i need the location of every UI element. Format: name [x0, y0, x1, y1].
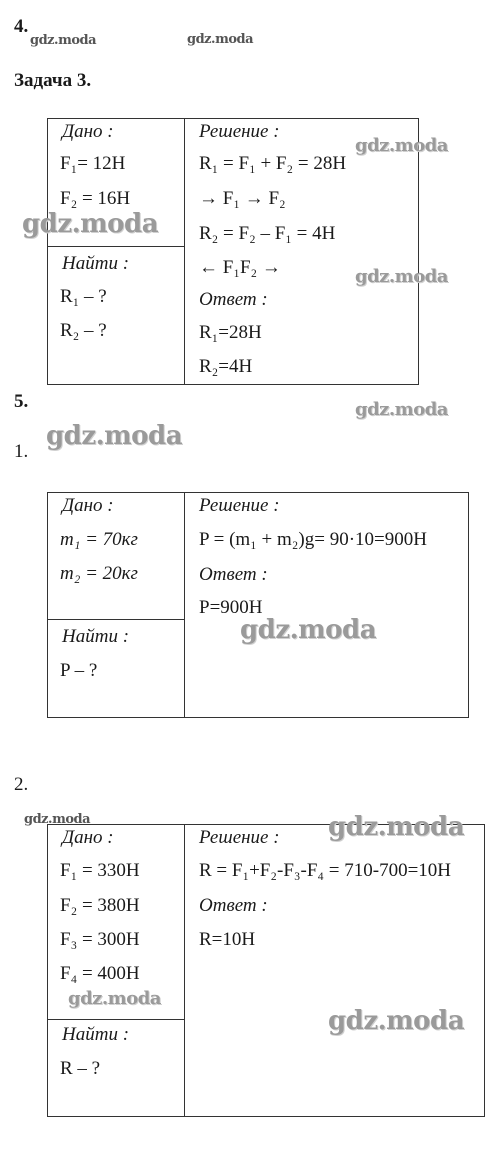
column-divider [184, 825, 185, 1116]
watermark: gdz.moda [187, 32, 254, 47]
given-value: F₁= 12Н [60, 153, 126, 174]
solution-line: R = F₁+F₂-F₃-F₄ = 710-700=10Н [199, 860, 452, 881]
subtask-1-number: 1. [14, 441, 29, 462]
subtask-2-number: 2. [14, 774, 29, 795]
solution-line: ← F₁F₂ → [199, 257, 281, 278]
given-value: F₃ = 300Н [60, 929, 140, 950]
answer-label: Ответ : [199, 564, 268, 585]
watermark: gdz.moda [355, 266, 448, 287]
task-3-heading: Задача 3. [14, 70, 92, 91]
watermark: gdz.moda [24, 812, 91, 827]
solution-line: R₂ = F₂ – F₁ = 4Н [199, 223, 336, 244]
column-divider [184, 493, 185, 717]
watermark: gdz.moda [22, 209, 159, 239]
watermark: gdz.moda [355, 399, 448, 420]
watermark: gdz.moda [30, 33, 97, 48]
column-divider [184, 119, 185, 384]
watermark: gdz.moda [68, 988, 161, 1009]
section-5-heading: 5. [14, 391, 29, 412]
given-value: F₄ = 400Н [60, 963, 140, 984]
row-divider [48, 1019, 185, 1020]
find-label: Найти : [62, 626, 130, 647]
given-label: Дано : [62, 121, 114, 142]
find-label: Найти : [62, 1024, 130, 1045]
solution-line: R₁ = F₁ + F₂ = 28Н [199, 153, 347, 174]
given-value: m₁ = 70кг [60, 529, 138, 550]
watermark: gdz.moda [46, 421, 183, 451]
find-value: R – ? [60, 1058, 101, 1079]
answer-label: Ответ : [199, 895, 268, 916]
given-value: F₁ = 330Н [60, 860, 140, 881]
solution-line: → F₁ → F₂ [199, 188, 286, 209]
answer-value: R₁=28Н [199, 322, 262, 343]
find-value: R₁ – ? [60, 286, 107, 307]
section-4-heading: 4. [14, 16, 29, 37]
find-value: P – ? [60, 660, 98, 681]
given-label: Дано : [62, 827, 114, 848]
solution-label: Решение : [199, 827, 280, 848]
watermark: gdz.moda [240, 615, 377, 645]
answer-value: P=900Н [199, 597, 263, 618]
find-value: R₂ – ? [60, 320, 107, 341]
answer-value: R=10Н [199, 929, 256, 950]
given-label: Дано : [62, 495, 114, 516]
solution-label: Решение : [199, 495, 280, 516]
watermark: gdz.moda [328, 1006, 465, 1036]
watermark: gdz.moda [355, 135, 448, 156]
solution-label: Решение : [199, 121, 280, 142]
answer-value: R₂=4Н [199, 356, 253, 377]
given-value: F₂ = 380Н [60, 895, 140, 916]
answer-label: Ответ : [199, 289, 268, 310]
find-label: Найти : [62, 253, 130, 274]
row-divider [48, 246, 185, 247]
given-value: F₂ = 16Н [60, 188, 131, 209]
watermark: gdz.moda [328, 812, 465, 842]
solution-line: P = (m₁ + m₂)g= 90·10=900Н [199, 529, 427, 550]
given-value: m₂ = 20кг [60, 563, 138, 584]
row-divider [48, 619, 185, 620]
